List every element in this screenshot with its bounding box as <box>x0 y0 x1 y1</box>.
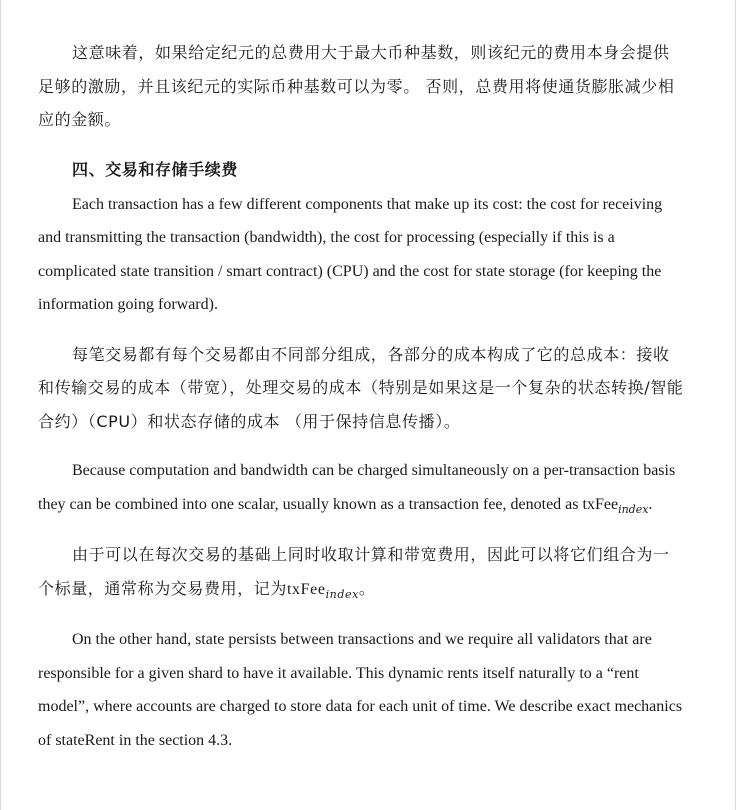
paragraph-english-transaction-fee <box>38 454 684 522</box>
paragraph-end-punctuation: . <box>648 495 653 513</box>
txfee-subscript: index <box>618 502 649 516</box>
txfee-variable: txFee <box>287 580 326 598</box>
paragraph-chinese-transaction-costs: 每笔交易都有每个交易都由不同部分组成，各部分的成本构成了它的总成本：接收和传输交易的成本（带宽），处理交易的成本（特别是如果这是一个复杂的状态转换/智能合约）（CPU）和状态存储的成本 （用于保持信息传播）。 <box>38 344 684 431</box>
txfee-variable: txFee <box>582 495 619 513</box>
paragraph-english-transaction-costs: Each transaction has a few different components that make up its cost: the cost for receiving and transmitting the transaction (bandwidth), the cost for processing (especially if this is a complicated state transition / smart contract) (CPU) and the cost for state storage (for keeping the information going forward). <box>38 195 663 313</box>
paragraph-text: 由于可以在每次交易的基础上同时收取计算和带宽费用，因此可以将它们组合为一个标量，通常称为交易费用，记为 <box>38 545 670 598</box>
paragraph-chinese-transaction-fee <box>38 538 684 607</box>
section-heading: 四、交易和存储手续费 <box>72 159 239 179</box>
page-left-border <box>0 0 1 810</box>
txfee-subscript: index <box>325 587 359 601</box>
paragraph-chinese-inflation: 这意味着，如果给定纪元的总费用大于最大币种基数，则该纪元的费用本身会提供足够的激励，并且该纪元的实际币种基数可以为零。 否则，总费用将使通货膨胀减少相应的金额。 <box>38 43 675 129</box>
paragraph-text: Because computation and bandwidth can be charged simultaneously on a per-transaction basis they can be combined into one scalar, usually known as a transaction fee, denoted as <box>38 462 676 513</box>
document-body <box>38 36 684 757</box>
paragraph-english-state-rent: On the other hand, state persists between transactions and we require all validators that are responsible for a given shard to have it available. This dynamic rents itself naturally to a “rent model”, where accounts are charged to store data for each unit of time. We describe exact mechanics of stateRent in the section 4.3. <box>38 631 683 749</box>
paragraph-end-punctuation: 。 <box>358 578 376 598</box>
